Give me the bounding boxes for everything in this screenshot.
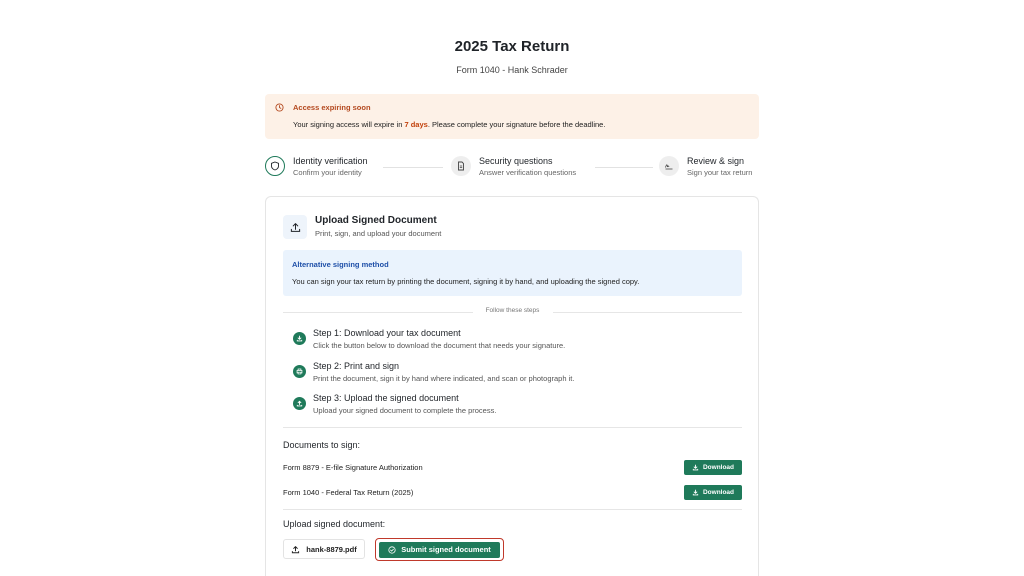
printer-icon: [296, 368, 303, 375]
step-circle: [265, 156, 285, 176]
upload-icon: [290, 222, 301, 233]
alert-days: 7 days: [404, 120, 428, 129]
instruction-title: Step 2: Print and sign: [313, 361, 400, 371]
instruction-title: Step 1: Download your tax document: [313, 328, 461, 338]
submit-focus-ring: [375, 538, 504, 561]
step-badge: [293, 365, 306, 378]
step-circle: [659, 156, 679, 176]
clock-icon: [275, 103, 284, 112]
document-name: Form 1040 - Federal Tax Return (2025): [283, 488, 414, 497]
instruction-desc: Upload your signed document to complete the process.: [313, 406, 497, 415]
instruction-title: Step 3: Upload the signed document: [313, 393, 459, 403]
upload-icon: [291, 545, 300, 554]
alert-body-suffix: . Please complete your signature before the deadline.: [427, 120, 606, 129]
instruction-step-1: [293, 328, 733, 354]
step-label: Review & sign: [687, 156, 745, 166]
step-circle: [451, 156, 471, 176]
download-button-label: Download: [702, 489, 735, 496]
instruction-desc: Print the document, sign it by hand where indicated, and scan or photograph it.: [313, 374, 575, 383]
download-icon: [296, 335, 303, 342]
submit-signed-document-button[interactable]: [379, 542, 500, 558]
card-icon-box: [283, 215, 307, 239]
info-box: [283, 250, 742, 296]
alert-body-prefix: Your signing access will expire in: [293, 120, 405, 129]
info-body: You can sign your tax return by printing the document, signing it by hand, and uploading the signed copy.: [292, 277, 640, 286]
expiry-alert: [265, 94, 759, 139]
step-label: Security questions: [479, 156, 553, 166]
step-label: Identity verification: [293, 156, 368, 166]
section-divider: [283, 427, 742, 428]
upload-card: [265, 196, 759, 576]
download-button[interactable]: [684, 485, 742, 500]
upload-icon: [296, 400, 303, 407]
submit-button-label: Submit signed document: [401, 545, 491, 554]
document-name: Form 8879 - E-file Signature Authorization: [283, 463, 423, 472]
uploaded-file-name: hank-8879.pdf: [306, 544, 357, 554]
stepper-connector: [595, 167, 653, 168]
page-subtitle: Form 1040 - Hank Schrader: [456, 65, 568, 75]
download-icon: [692, 489, 699, 496]
divider-text: Follow these steps: [485, 307, 540, 314]
document-icon: [456, 161, 466, 171]
alert-heading: Access expiring soon: [293, 103, 371, 112]
info-heading: Alternative signing method: [292, 260, 389, 269]
documents-heading: Documents to sign:: [283, 440, 361, 450]
page-title: 2025 Tax Return: [454, 38, 570, 55]
uploaded-file-chip[interactable]: [283, 539, 365, 559]
alert-body: [293, 120, 605, 129]
step-sub: Sign your tax return: [687, 168, 753, 177]
step-badge: [293, 332, 306, 345]
step-badge: [293, 397, 306, 410]
download-icon: [692, 464, 699, 471]
stepper-connector: [383, 167, 443, 168]
step-sub: Confirm your identity: [293, 168, 362, 177]
card-title: Upload Signed Document: [315, 215, 437, 226]
signature-icon: [664, 161, 674, 171]
step-sub: Answer verification questions: [479, 168, 577, 177]
check-circle-icon: [388, 546, 396, 554]
instruction-desc: Click the button below to download the document that needs your signature.: [313, 341, 566, 350]
upload-heading: Upload signed document:: [283, 519, 386, 529]
card-subtitle: Print, sign, and upload your document: [315, 229, 442, 238]
download-button[interactable]: [684, 460, 742, 475]
instruction-step-3: [293, 393, 733, 419]
steps-divider: [283, 307, 742, 319]
progress-stepper: [265, 155, 765, 181]
instruction-step-2: [293, 361, 733, 387]
section-divider: [283, 509, 742, 510]
shield-icon: [270, 161, 280, 171]
download-button-label: Download: [702, 464, 735, 471]
